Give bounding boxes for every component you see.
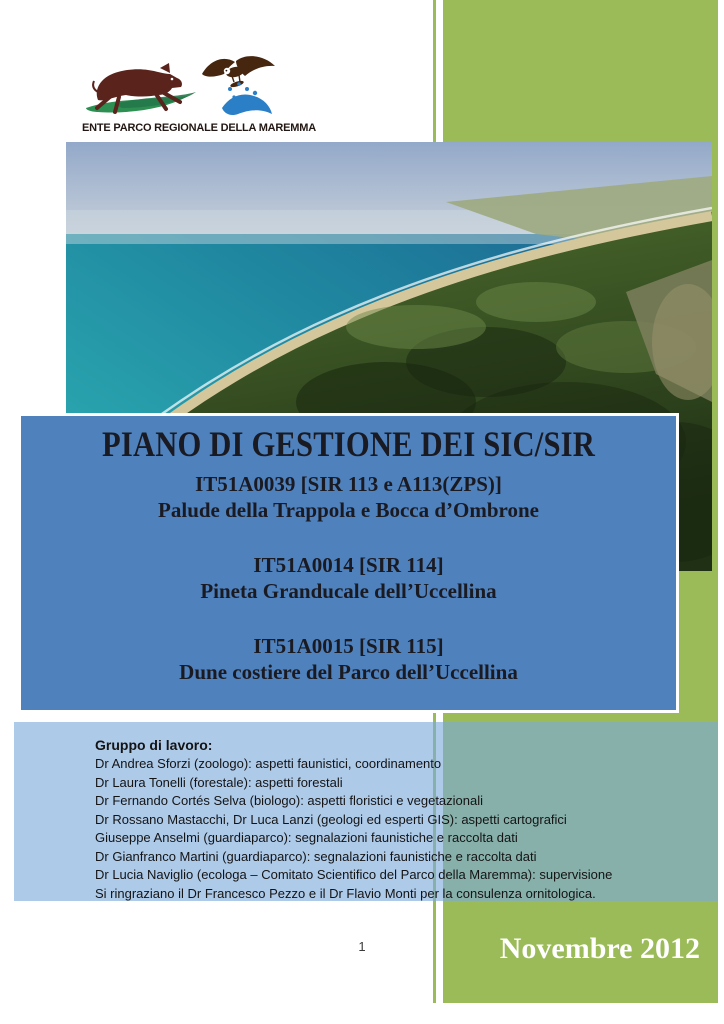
water-splash-icon bbox=[222, 82, 272, 115]
site-block bbox=[21, 633, 676, 685]
workgroup-member: Dr Lucia Naviglio (ecologa – Comitato Scientifico del Parco della Maremma): supervisione bbox=[95, 867, 613, 882]
page-number: 1 bbox=[358, 939, 366, 954]
workgroup-member: Dr Fernando Cortés Selva (biologo): aspetti floristici e vegetazionali bbox=[95, 793, 484, 808]
workgroup-box bbox=[14, 722, 718, 901]
site-name: Pineta Granducale dell’Uccellina bbox=[200, 579, 497, 603]
park-logo bbox=[82, 52, 316, 134]
title-box bbox=[18, 413, 679, 713]
site-block bbox=[21, 552, 676, 604]
workgroup-member: Dr Rossano Mastacchi, Dr Luca Lanzi (geologi ed esperti GIS): aspetti cartografici bbox=[95, 811, 567, 827]
workgroup-acknowledgement: Si ringraziano il Dr Francesco Pezzo e il Dr Flavio Monti per la consulenza ornitologica. bbox=[95, 885, 596, 901]
logo-caption: ENTE PARCO REGIONALE DELLA MAREMMA bbox=[82, 122, 316, 134]
document-title: PIANO DI GESTIONE DEI SIC/SIR bbox=[102, 424, 595, 464]
workgroup-member: Dr Laura Tonelli (forestale): aspetti forestali bbox=[95, 774, 343, 790]
publication-date: Novembre 2012 bbox=[499, 932, 700, 965]
workgroup-member: Dr Gianfranco Martini (guardiaparco): segnalazioni faunistiche e raccolta dati bbox=[95, 848, 537, 864]
site-name: Palude della Trappola e Bocca d’Ombrone bbox=[158, 498, 539, 522]
workgroup-heading: Gruppo di lavoro: bbox=[95, 737, 213, 753]
site-code: IT51A0039 [SIR 113 e A113(ZPS)] bbox=[195, 472, 502, 496]
park-logo-icon bbox=[84, 52, 284, 120]
workgroup-member: Giuseppe Anselmi (guardiaparco): segnalazioni faunistiche e raccolta dati bbox=[95, 830, 518, 845]
workgroup-member: Dr Andrea Sforzi (zoologo): aspetti faunistici, coordinamento bbox=[95, 756, 442, 771]
site-code: IT51A0014 [SIR 114] bbox=[253, 553, 444, 577]
site-block bbox=[21, 471, 676, 523]
site-code: IT51A0015 [SIR 115] bbox=[253, 634, 444, 658]
site-name: Dune costiere del Parco dell’Uccellina bbox=[179, 660, 518, 684]
